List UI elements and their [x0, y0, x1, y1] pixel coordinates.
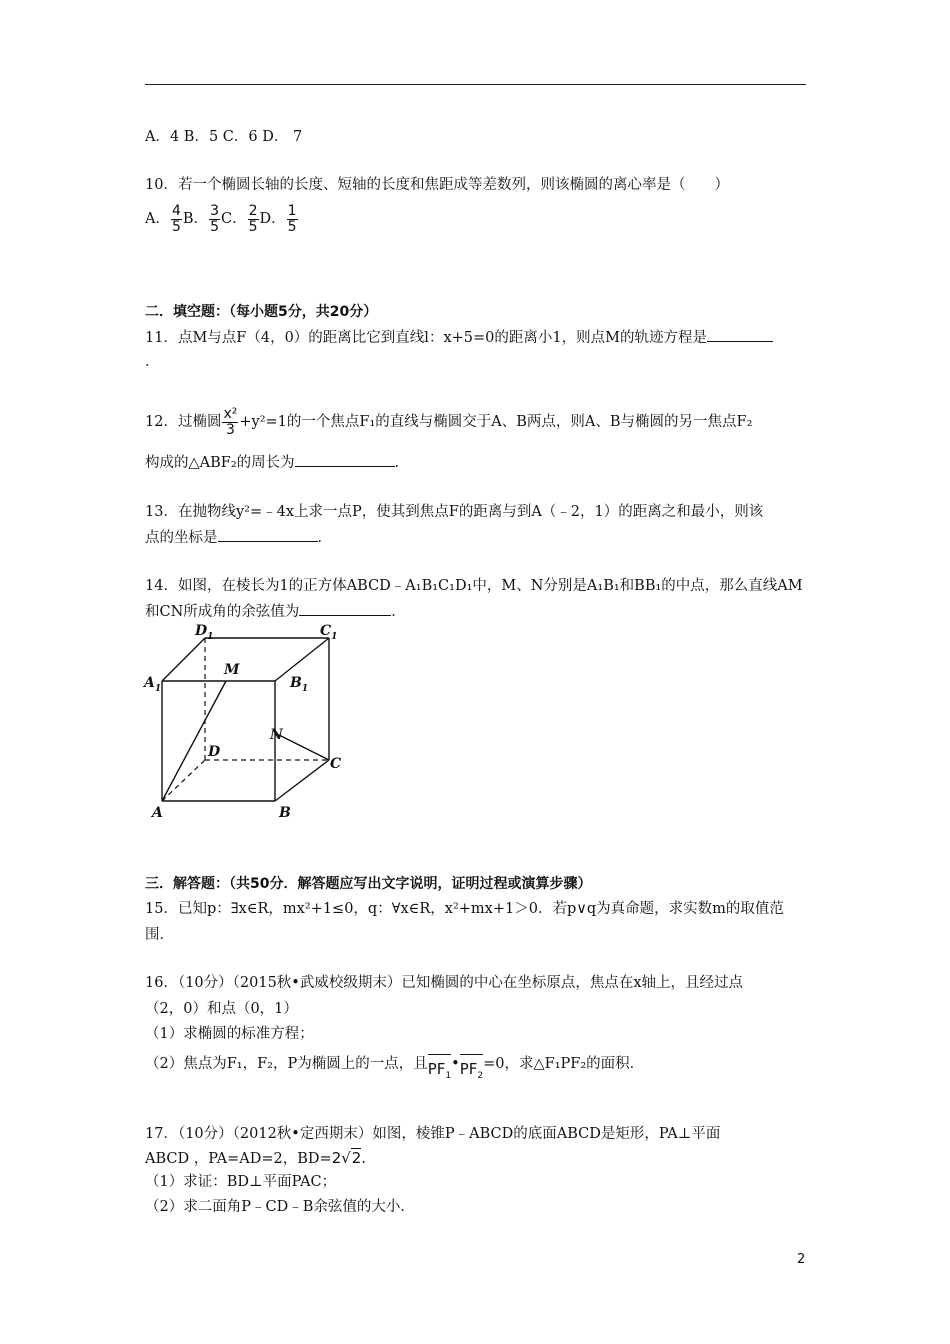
q17-part1: （1）求证：BD⊥平面PAC； — [145, 1174, 337, 1190]
edge-a1-d1 — [162, 638, 205, 681]
edge-b-c — [275, 760, 329, 801]
label-b: B — [279, 805, 291, 821]
label-d: D — [208, 744, 221, 760]
label-c: C — [330, 756, 342, 772]
segment-am — [162, 681, 226, 801]
label-c1: $C_1$ — [320, 623, 338, 642]
q17-line2: ABCD ，PA=AD=2，BD=2√2. — [145, 1149, 366, 1167]
vector-pf1: $PF_1$ — [428, 1052, 451, 1089]
vector-pf2: $PF_2$ — [460, 1052, 483, 1089]
q12-fraction: $\frac{\text{x²}}{3}$ — [223, 405, 238, 438]
q16-line1: 16．（10分）（2015秋•武威校级期末）已知椭圆的中心在坐标原点，焦点在x轴上，且经过点 — [145, 975, 744, 991]
q16-part1: （1）求椭圆的标准方程； — [145, 1026, 314, 1042]
q10-option-d-fraction: $\frac{1}{5}$ — [287, 202, 297, 235]
q10-option-a-fraction: $\frac{4}{5}$ — [171, 202, 181, 235]
label-n: N — [270, 727, 283, 743]
sqrt-expression: 2√2 — [331, 1149, 362, 1167]
q10-stem: 10．若一个椭圆长轴的长度、短轴的长度和焦距成等差数列，则该椭圆的离心率是（ ） — [145, 177, 729, 193]
q13-line1: 13．在抛物线y²=﹣4x上求一点P，使其到焦点F的距离与到A（﹣2，1）的距离之和最小，则该 — [145, 504, 764, 520]
q14-line2: 和CN所成角的余弦值为 ． — [145, 601, 406, 622]
q11-text: 11．点M与点F（4，0）的距离比它到直线l：x+5=0的距离小1，则点M的轨迹方程是 — [145, 327, 773, 348]
label-d1: $D_1$ — [195, 623, 214, 642]
q16-part2: （2）焦点为F₁，F₂，P为椭圆上的一点，且$PF_1•PF_2=0$，求△F₁PF₂的面积． — [145, 1051, 644, 1089]
q15-line2: 围． — [145, 927, 174, 943]
q10-option-c-fraction: $\frac{2}{5}$ — [248, 202, 258, 235]
edge-b1-c1 — [275, 638, 329, 681]
page-number: 2 — [797, 1252, 806, 1267]
q12-answer-blank[interactable] — [295, 452, 395, 467]
q10-option-c-label: C． — [220, 211, 247, 227]
label-m: M — [224, 662, 240, 678]
q16-line2: （2，0）和点（0，1） — [145, 1001, 298, 1017]
q13-answer-blank[interactable] — [218, 527, 318, 542]
q15-line1: 15．已知p：∃x∈R，mx²+1≤0，q：∀x∈R，x²+mx+1＞0．若p∨q为真命题，求实数m的取值范 — [145, 901, 784, 917]
q11-end: ． — [145, 354, 160, 370]
q14-answer-blank[interactable] — [299, 601, 391, 616]
header-rule — [145, 84, 806, 85]
label-a: A — [152, 805, 163, 821]
section2-title: 二．填空题：（每小题5分，共20分） — [145, 304, 378, 320]
q12-line2: 构成的△ABF₂的周长为 ． — [145, 452, 409, 473]
q17-part2: （2）求二面角P﹣CD﹣B余弦值的大小． — [145, 1199, 415, 1215]
q10-option-b-label: B． — [182, 211, 209, 227]
q11-answer-blank[interactable] — [707, 327, 773, 342]
q9-options: A．4 B．5 C．6 D． 7 — [145, 129, 303, 145]
q10-options — [145, 201, 299, 237]
q10-option-a-label: A． — [145, 211, 170, 227]
edge-a-d-hidden — [162, 760, 205, 801]
q14-line1: 14．如图，在棱长为1的正方体ABCD﹣A₁B₁C₁D₁中，M、N分别是A₁B₁和BB₁的中点，那么直线AM — [145, 578, 803, 594]
q17-line1: 17．（10分）（2012秋•定西期末）如图，棱锥P﹣ABCD的底面ABCD是矩形，PA⊥平面 — [145, 1126, 721, 1142]
label-b1: $B_1$ — [290, 675, 309, 694]
cube-figure — [140, 618, 360, 823]
section3-title: 三．解答题：（共50分．解答题应写出文字说明，证明过程或演算步骤） — [145, 876, 592, 892]
label-a1: $A_1$ — [144, 675, 162, 694]
q12-line1: 12．过椭圆 $\frac{\text{x²}}{3}$ +y²=1的一个焦点F₁的直线与椭圆交于A、B两点，则A、B与椭圆的另一焦点F₂ — [145, 405, 753, 438]
q13-line2: 点的坐标是 ． — [145, 527, 332, 548]
q10-option-d-label: D． — [259, 211, 286, 227]
q10-option-b-fraction: $\frac{3}{5}$ — [210, 202, 219, 235]
segment-nc — [275, 733, 329, 760]
